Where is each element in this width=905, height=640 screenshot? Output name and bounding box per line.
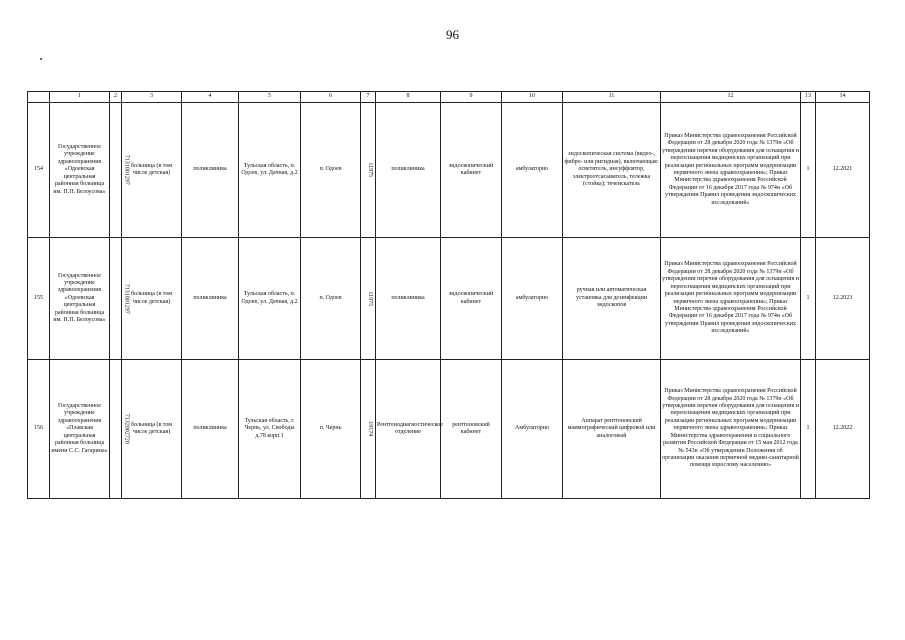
column-number: 12 — [661, 92, 801, 103]
table-row — [28, 360, 870, 499]
column-number: 10 — [502, 92, 563, 103]
column-number-blank — [28, 92, 50, 103]
oktmo-code: 11975 — [367, 291, 374, 306]
unit-name: поликлиника — [182, 238, 239, 360]
organization-type: больница (в том числе детская) — [122, 238, 182, 360]
column-number: 8 — [376, 92, 441, 103]
care-mode: амбулаторно — [502, 238, 563, 360]
column-number: 7 — [361, 92, 376, 103]
column-number: 11 — [563, 92, 661, 103]
oktmo-code: 19174 — [367, 421, 374, 437]
equipment: эндоскопическая система (видео-, фибро- или ригидная), включающая: осветитель, инсуффлятор, электроотсасыватель, тележка (стойка); течеискатель — [563, 103, 661, 238]
organization-type: больница (в том числе детская) — [122, 360, 182, 499]
care-mode: амбулаторно — [502, 103, 563, 238]
department: поликлиника — [376, 238, 441, 360]
unit-name: поликлиника — [182, 103, 239, 238]
organization-code-cell — [110, 103, 130, 238]
date: 12.2023 — [816, 238, 870, 360]
organization-name: Государственное учреждение здравоохранения «Плавская центральная районная больница имени С.С. Гагарина» — [50, 360, 110, 499]
page-number: 96 — [446, 27, 459, 42]
organization-code-cell — [110, 360, 130, 499]
organization-code-cell — [110, 238, 130, 360]
column-number: 9 — [441, 92, 502, 103]
room: эндоскопический кабинет — [441, 103, 502, 238]
legal-acts: Приказ Министерства здравоохранения Российской Федерации от 28 декабря 2020 года № 1379н «Об утверждении перечня оборудования для оснащения и переоснащения медицинских организаций при реализации региональных программ модернизации первичного звена здравоохранения»; Приказ Министерства здравоохранения Российской Федерации от 16 декабря 2017 года № 974н «Об утверждении Правил проведения эндоскопических исследований» — [661, 238, 801, 360]
room: рентгеновский кабинет — [441, 360, 502, 499]
care-mode: Амбулаторно — [502, 360, 563, 499]
date: 12.2021 — [816, 103, 870, 238]
quantity: 1 — [801, 360, 816, 499]
unit-name: поликлиника — [182, 360, 239, 499]
address: Тульская область, г. Чернь, ул. Свободы д.78 корп.1 — [239, 360, 301, 499]
department: поликлиника — [376, 103, 441, 238]
column-number: 5 — [239, 92, 301, 103]
oktmo-cell — [361, 238, 376, 360]
address: Тульская область, п. Одоев, ул. Дачная, д.2 — [239, 238, 301, 360]
organization-code: 7131001297 — [123, 155, 130, 185]
column-number: 4 — [182, 92, 239, 103]
organization-type: больница (в том числе детская) — [122, 103, 182, 238]
table-row — [28, 238, 870, 360]
row-number: 154 — [28, 103, 50, 238]
column-number: 3 — [122, 92, 182, 103]
column-number: 6 — [301, 92, 361, 103]
table-row — [28, 103, 870, 238]
address: Тульская область, п. Одоев, ул. Дачная, д.2 — [239, 103, 301, 238]
settlement: п. Одоев — [301, 103, 361, 238]
column-number: 14 — [816, 92, 870, 103]
room: эндоскопический кабинет — [441, 238, 502, 360]
settlement: п. Чернь — [301, 360, 361, 499]
oktmo-cell — [361, 103, 376, 238]
quantity: 1 — [801, 103, 816, 238]
organization-code: 7132002720 — [123, 414, 130, 444]
row-number: 156 — [28, 360, 50, 499]
department: Рентгенодиагностическое отделение — [376, 360, 441, 499]
organization-code: 7131001297 — [123, 283, 130, 314]
column-number: 13 — [801, 92, 816, 103]
settlement: п. Одоев — [301, 238, 361, 360]
legal-acts: Приказ Министерства здравоохранения Российской Федерации от 28 декабря 2020 года № 1379н «Об утверждении перечня оборудования для оснащения и переоснащения медицинских организаций при реализации региональных программ модернизации первичного звена здравоохранения»; Приказ Министерства здравоохранения и социального развития Российской Федерации от 15 мая 2012 года № 543н «Об утверждении Положения об организации оказания первичной медико-санитарной помощи взрослому населению» — [661, 360, 801, 499]
equipment: Аппарат рентгеновский маммографический цифровой или аналоговый — [563, 360, 661, 499]
oktmo-cell — [361, 360, 376, 499]
equipment-table — [27, 91, 870, 499]
column-number-row — [28, 92, 870, 103]
quantity: 1 — [801, 238, 816, 360]
scan-speck — [40, 58, 42, 60]
organization-name: Государственное учреждение здравоохранения «Одоевская центральная районная больница им. П.П. Белоусова» — [50, 238, 110, 360]
column-number: 1 — [50, 92, 110, 103]
equipment: ручная или автоматическая установка для дезинфекции эндоскопов — [563, 238, 661, 360]
oktmo-code: 11975 — [367, 162, 374, 178]
column-number: 2 — [110, 92, 122, 103]
legal-acts: Приказ Министерства здравоохранения Российской Федерации от 28 декабря 2020 года № 1379н «Об утверждении перечня оборудования для оснащения и переоснащения медицинских организаций при реализации региональных программ модернизации первичного звена здравоохранения»; Приказ Министерства здравоохранения Российской Федерации от 16 декабря 2017 года № 974н «Об утверждении Правил проведения эндоскопических исследований» — [661, 103, 801, 238]
date: 12.2022 — [816, 360, 870, 499]
organization-name: Государственное учреждение здравоохранения «Одоевская центральная районная больница им. П.П. Белоусова» — [50, 103, 110, 238]
row-number: 155 — [28, 238, 50, 360]
